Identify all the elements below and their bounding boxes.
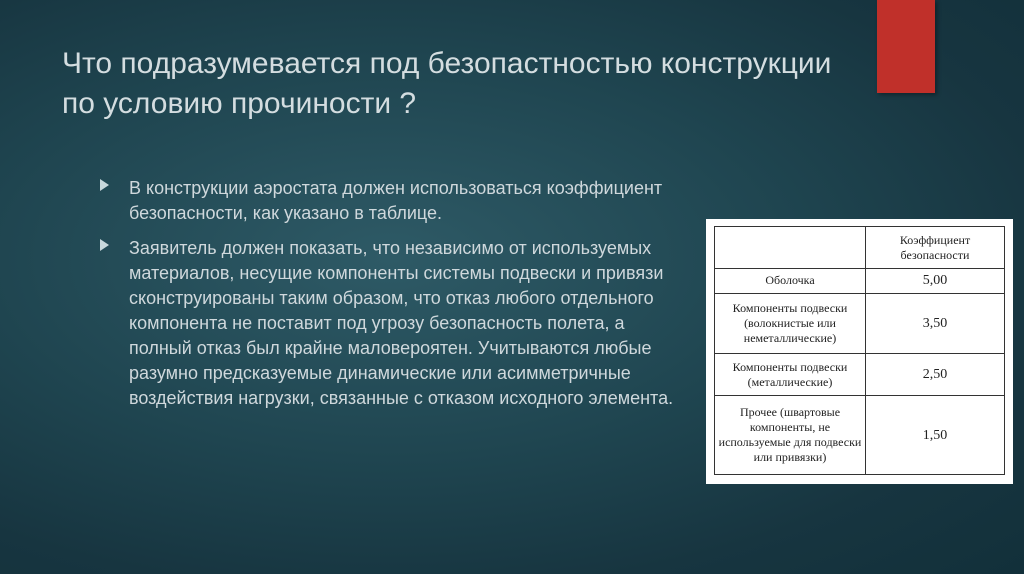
factor-cell: 2,50 — [866, 354, 1005, 396]
table-row — [715, 396, 1005, 475]
bullet-item — [100, 236, 680, 411]
safety-factor-table — [714, 226, 1005, 475]
component-cell: Оболочка — [715, 269, 866, 293]
bullet-list — [100, 176, 680, 421]
triangle-bullet-icon — [100, 179, 109, 191]
table-header-cell — [715, 227, 866, 269]
factor-cell: 5,00 — [866, 269, 1005, 293]
slide-title: Что подразумевается под безопастностью конструкции по условию прочиности ? — [62, 47, 832, 120]
table-row — [715, 354, 1005, 396]
bullet-text: Заявитель должен показать, что независимо от используемых материалов, несущие компоненты системы подвески и привязи сконструированы таким образом, что отказ любого отдельного компонента не поставит под угрозу безопасность полета, а полный отказ был крайне маловероятен. Учитываются любые разумно предсказуемые динамические или асимметричные воздействия нагрузки, связанные с отказом исходного элемента. — [129, 238, 674, 408]
accent-bar — [877, 0, 935, 93]
component-cell: Компоненты подвески (волокнистые или неметаллические) — [715, 293, 866, 353]
component-cell: Компоненты подвески (металлические) — [715, 354, 866, 396]
factor-cell: 1,50 — [866, 396, 1005, 475]
component-cell: Прочее (швартовые компоненты, не используемые для подвески или привязки) — [715, 396, 866, 475]
table-header-row — [715, 227, 1005, 269]
bullet-item — [100, 176, 680, 226]
bullet-text: В конструкции аэростата должен использоваться коэффициент безопасности, как указано в таблице. — [129, 178, 663, 223]
table-row — [715, 293, 1005, 353]
triangle-bullet-icon — [100, 239, 109, 251]
factor-cell: 3,50 — [866, 293, 1005, 353]
safety-factor-table-card — [706, 219, 1013, 484]
table-header-cell: Коэффициент безопасности — [866, 227, 1005, 269]
table-row — [715, 269, 1005, 293]
